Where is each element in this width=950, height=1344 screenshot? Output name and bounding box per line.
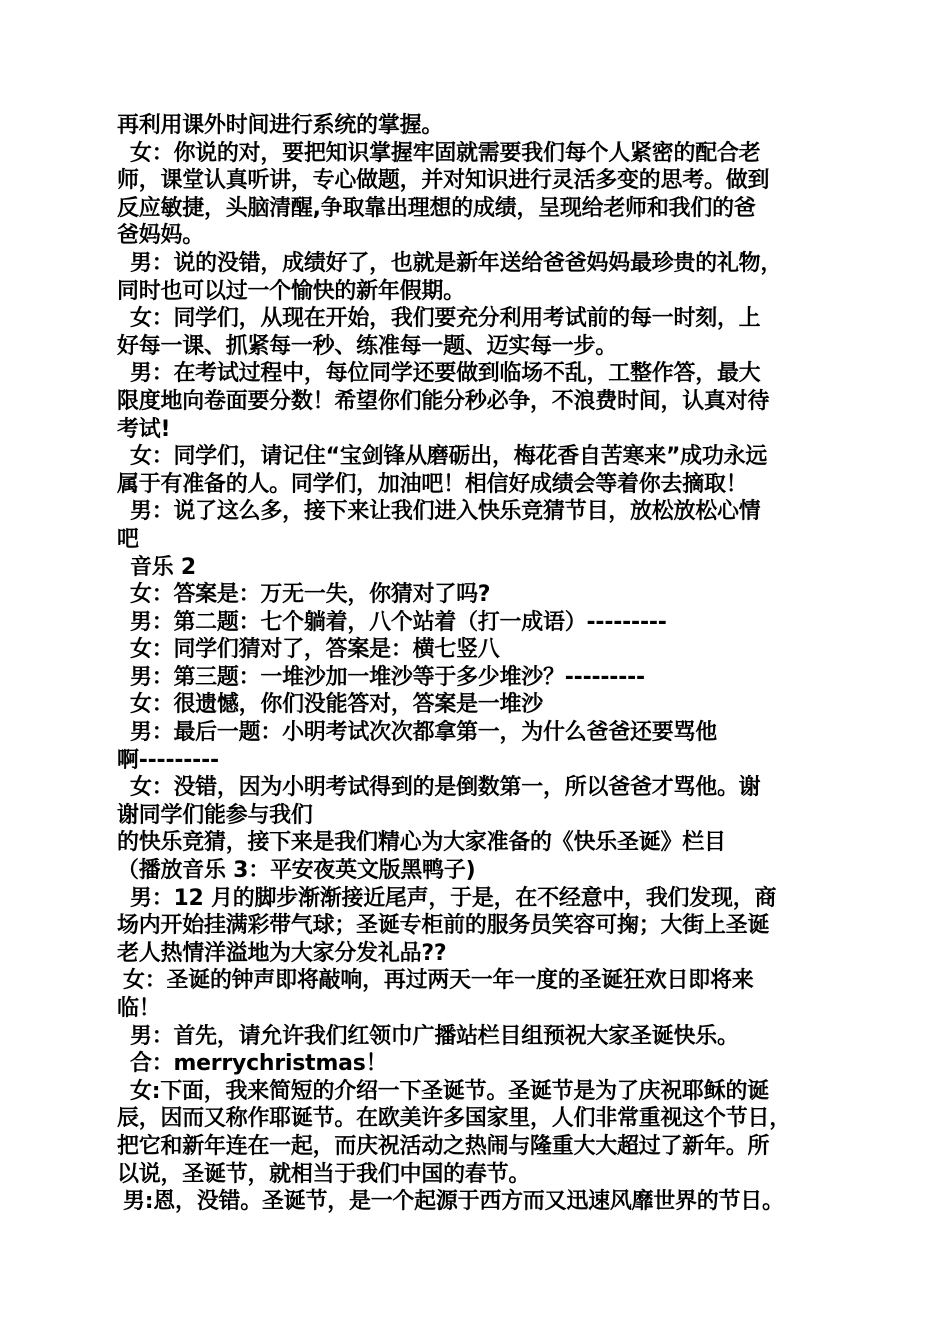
text-line: 女：同学们，请记住“宝剑锋从磨砺出，梅花香自苦寒来”成功永远	[129, 444, 768, 470]
text-line: 啊---------	[117, 747, 219, 773]
text-line: 男：在考试过程中，每位同学还要做到临场不乱，工整作答，最大	[129, 361, 761, 387]
text-line: 女：你说的对，要把知识掌握牢固就需要我们每个人紧密的配合老	[129, 140, 761, 166]
text-line: 音乐 2	[129, 554, 196, 580]
text-line: 的快乐竞猜，接下来是我们精心为大家准备的《快乐圣诞》栏目	[117, 830, 726, 856]
text-line: 属于有准备的人。同学们，加油吧！相信好成绩会等着你去摘取！	[117, 471, 748, 497]
text-line: 男：最后一题：小明考试次次都拿第一，为什么爸爸还要骂他	[129, 720, 717, 746]
text-line: （播放音乐 3：平安夜英文版黑鸭子)	[117, 858, 476, 884]
text-line: 同时也可以过一个愉快的新年假期。	[117, 278, 465, 304]
text-line: 女：同学们猜对了，答案是：横七竖八	[129, 637, 500, 663]
text-line: 好每一课、抓紧每一秒、练准每一题、迈实每一步。	[117, 333, 618, 359]
text-line: 把它和新年连在一起，而庆祝活动之热闹与隆重大大超过了新年。所	[117, 1133, 770, 1159]
text-line: 场内开始挂满彩带气球；圣诞专柜前的服务员笑容可掬；大街上圣诞	[117, 913, 770, 939]
text-line: 吧	[117, 526, 139, 552]
text-line: 女：同学们，从现在开始，我们要充分利用考试前的每一时刻，上	[129, 306, 761, 332]
text-line: 师，课堂认真听讲，专心做题，并对知识进行灵活多变的思考。做到	[117, 168, 770, 194]
text-line: 辰，因而又称作耶诞节。在欧美许多国家里，人们非常重视这个节日，	[117, 1106, 791, 1132]
text-line: 合：merrychristmas！	[129, 1051, 388, 1077]
text-line: 老人热情洋溢地为大家分发礼品??	[117, 940, 447, 966]
text-line: 谢同学们能参与我们	[117, 802, 313, 828]
text-line: 男：12 月的脚步渐渐接近尾声，于是，在不经意中，我们发现，商	[129, 885, 777, 911]
text-line: 男：说了这么多，接下来让我们进入快乐竞猜节目，放松放松心情	[129, 499, 761, 525]
text-line: 男：首先，请允许我们红领巾广播站栏目组预祝大家圣诞快乐。	[129, 1023, 739, 1049]
text-line: 男：说的没错，成绩好了，也就是新年送给爸爸妈妈最珍贵的礼物，	[129, 250, 783, 276]
text-line: 爸妈妈。	[117, 223, 204, 249]
text-line: 女：答案是：万无一失，你猜对了吗?	[129, 582, 491, 608]
text-line: 临！	[117, 996, 161, 1021]
text-line: 限度地向卷面要分数！希望你们能分秒必争，不浪费时间，认真对待	[117, 388, 770, 414]
text-line: 男:恩，没错。圣诞节，是一个起源于西方而又迅速风靡世界的节日。	[122, 1189, 784, 1215]
text-line: 再利用课外时间进行系统的掌握。	[117, 113, 444, 138]
text-line: 反应敏捷，头脑清醒,争取靠出理想的成绩，呈现给老师和我们的爸	[117, 195, 756, 221]
text-line: 考试!	[117, 416, 171, 442]
text-line: 男：第三题：一堆沙加一堆沙等于多少堆沙？---------	[129, 664, 645, 690]
text-line: 女:下面，我来简短的介绍一下圣诞节。圣诞节是为了庆祝耶稣的诞	[129, 1078, 770, 1104]
text-line: 以说，圣诞节，就相当于我们中国的春节。	[117, 1161, 531, 1187]
text-line: 女：很遗憾，你们没能答对，答案是一堆沙	[129, 692, 544, 718]
text-line: 男：第二题：七个躺着，八个站着（打一成语）---------	[129, 609, 667, 635]
text-line: 女：圣诞的钟声即将敲响，再过两天一年一度的圣诞狂欢日即将来	[122, 968, 754, 994]
text-line: 女：没错，因为小明考试得到的是倒数第一，所以爸爸才骂他。谢	[129, 775, 761, 801]
document-body	[117, 112, 842, 1216]
